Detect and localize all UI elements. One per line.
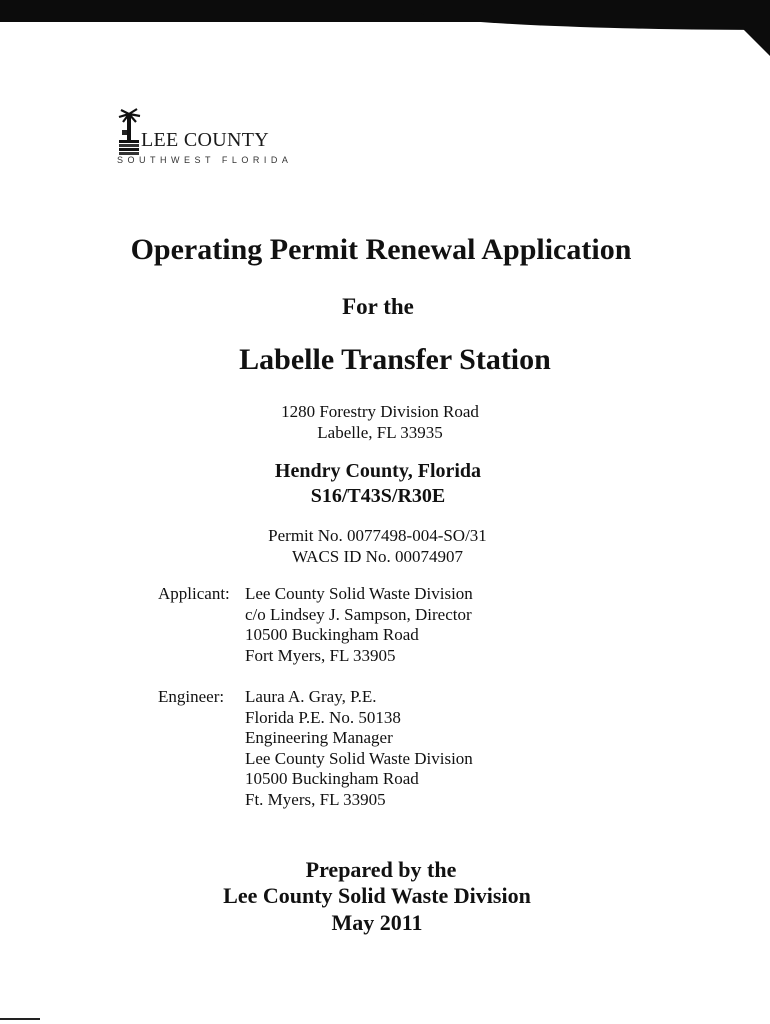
palm-tree-icon	[117, 108, 141, 156]
applicant-block	[158, 584, 518, 674]
county-heading: Hendry County, Florida	[274, 460, 482, 482]
prepared-date: May 2011	[331, 910, 423, 935]
applicant-line: 10500 Buckingham Road	[245, 625, 419, 645]
wacs-id: WACS ID No. 00074907	[292, 547, 463, 566]
engineer-line: Engineering Manager	[245, 728, 393, 748]
scan-edge-curl	[420, 12, 770, 30]
scan-mark	[0, 1018, 40, 1020]
facility-name: Labelle Transfer Station	[239, 343, 551, 376]
lee-county-logo	[117, 108, 293, 168]
scan-edge-corner	[732, 18, 770, 56]
address-line-1: 1280 Forestry Division Road	[281, 402, 479, 421]
engineer-line: Laura A. Gray, P.E.	[245, 687, 377, 706]
for-the-heading: For the	[342, 294, 414, 319]
permit-number: Permit No. 0077498-004-SO/31	[268, 526, 487, 545]
document-title: Operating Permit Renewal Application	[130, 233, 632, 266]
applicant-label: Applicant:	[158, 584, 230, 603]
engineer-line: Florida P.E. No. 50138	[245, 707, 401, 727]
engineer-line: Lee County Solid Waste Division	[245, 748, 473, 768]
engineer-line: Ft. Myers, FL 33905	[245, 789, 386, 809]
applicant-line: Fort Myers, FL 33905	[245, 645, 396, 665]
engineer-line: 10500 Buckingham Road	[245, 769, 419, 789]
address-line-2: Labelle, FL 33935	[317, 423, 443, 442]
applicant-line: c/o Lindsey J. Sampson, Director	[245, 604, 472, 624]
engineer-label: Engineer:	[158, 687, 225, 706]
applicant-line: Lee County Solid Waste Division	[245, 584, 473, 603]
prepared-by-organization: Lee County Solid Waste Division	[223, 883, 531, 908]
applicant-details	[245, 584, 473, 666]
section-township-range: S16/T43S/R30E	[310, 485, 446, 507]
engineer-block	[158, 687, 518, 817]
prepared-by-heading: Prepared by the	[305, 857, 457, 882]
logo-subtitle: SOUTHWEST FLORIDA	[117, 155, 293, 165]
engineer-details	[245, 687, 473, 811]
logo-name: LEE COUNTY	[141, 129, 269, 151]
